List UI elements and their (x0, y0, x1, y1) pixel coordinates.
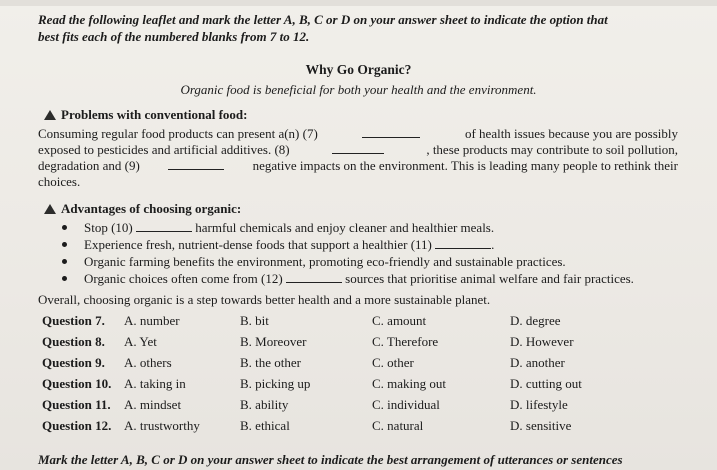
question-label: Question 10. (42, 376, 112, 391)
option-a[interactable]: A. Yet (124, 334, 157, 349)
advantage-2b: . (491, 237, 495, 252)
problems-text-8b: , these products may contribute to soil pollution, (426, 142, 678, 157)
question-label: Question 7. (42, 313, 105, 328)
option-c[interactable]: C. other (372, 355, 414, 370)
problems-heading-text: Problems with conventional food: (61, 107, 248, 122)
blank-7[interactable] (362, 126, 420, 138)
option-d[interactable]: D. cutting out (510, 376, 582, 391)
problems-row-4: choices. (38, 174, 81, 189)
question-label: Question 11. (42, 397, 111, 412)
problems-text-7b: of health issues because you are possibly (464, 126, 678, 141)
advantage-1b: harmful chemicals and enjoy cleaner and healthier meals. (195, 220, 495, 235)
advantage-3: Organic farming benefits the environment, promoting eco-friendly and sustainable practices. (84, 254, 566, 269)
option-d[interactable]: D. another (510, 355, 565, 370)
triangle-bullet-icon (44, 110, 56, 120)
option-c[interactable]: C. natural (372, 418, 424, 433)
problems-text-8a: exposed to pesticides and artificial additives. (8) (38, 142, 290, 157)
next-instruction: Mark the letter A, B, C or D on your answer sheet to indicate the best arrangement of utterances or sentences (38, 452, 623, 467)
blank-12[interactable] (286, 271, 342, 283)
advantages-heading (44, 201, 241, 217)
option-c[interactable]: C. making out (372, 376, 447, 391)
option-a[interactable]: A. taking in (124, 376, 186, 391)
problems-text-9b: negative impacts on the environment. This is leading many people to rethink their (252, 158, 678, 173)
top-edge (0, 0, 717, 6)
advantages-heading-text: Advantages of choosing organic: (61, 201, 242, 216)
blank-11[interactable] (435, 237, 491, 249)
problems-row-1 (38, 126, 678, 142)
option-c[interactable]: C. amount (372, 313, 427, 328)
option-d[interactable]: D. However (510, 334, 574, 349)
option-b[interactable]: B. ethical (240, 418, 290, 433)
problems-text-9a: degradation and (9) (38, 158, 140, 173)
question-label: Question 12. (42, 418, 112, 433)
option-c[interactable]: C. individual (372, 397, 440, 412)
blank-10[interactable] (136, 220, 192, 232)
option-d[interactable]: D. sensitive (510, 418, 572, 433)
advantage-item-1 (60, 219, 634, 236)
option-b[interactable]: B. picking up (240, 376, 311, 391)
advantage-item-3 (60, 253, 634, 270)
problems-row-3 (38, 158, 678, 174)
option-b[interactable]: B. the other (240, 355, 302, 370)
option-d[interactable]: D. lifestyle (510, 397, 568, 412)
leaflet-title: Why Go Organic? (305, 62, 412, 77)
option-b[interactable]: B. Moreover (240, 334, 307, 349)
problems-row-2 (38, 142, 678, 158)
option-b[interactable]: B. bit (240, 313, 269, 328)
option-a[interactable]: A. number (124, 313, 180, 328)
instruction-line-1: Read the following leaflet and mark the letter A, B, C or D on your answer sheet to indicate the option that (38, 12, 608, 27)
problems-text-7a: Consuming regular food products can present a(n) (7) (38, 126, 318, 141)
question-label: Question 8. (42, 334, 105, 349)
advantage-4b: sources that prioritise animal welfare and fair practices. (345, 271, 634, 286)
option-b[interactable]: B. ability (240, 397, 289, 412)
advantage-1a: Stop (10) (84, 220, 133, 235)
option-a[interactable]: A. trustworthy (124, 418, 200, 433)
advantage-item-4 (60, 270, 634, 287)
advantage-item-2 (60, 236, 634, 253)
question-label: Question 9. (42, 355, 105, 370)
advantage-2a: Experience fresh, nutrient-dense foods that support a healthier (11) (84, 237, 432, 252)
option-a[interactable]: A. others (124, 355, 172, 370)
option-d[interactable]: D. degree (510, 313, 561, 328)
blank-9[interactable] (168, 158, 224, 170)
instruction-line-2: best fits each of the numbered blanks from 7 to 12. (38, 29, 310, 44)
option-c[interactable]: C. Therefore (372, 334, 439, 349)
conclusion-text: Overall, choosing organic is a step towards better health and a more sustainable planet. (38, 292, 491, 307)
advantage-4a: Organic choices often come from (12) (84, 271, 283, 286)
triangle-bullet-icon (44, 204, 56, 214)
problems-heading (44, 107, 247, 123)
option-a[interactable]: A. mindset (124, 397, 182, 412)
blank-8[interactable] (332, 142, 384, 154)
problems-paragraph (38, 126, 678, 190)
advantages-list (60, 219, 634, 287)
leaflet-subtitle: Organic food is beneficial for both your health and the environment. (180, 82, 537, 97)
